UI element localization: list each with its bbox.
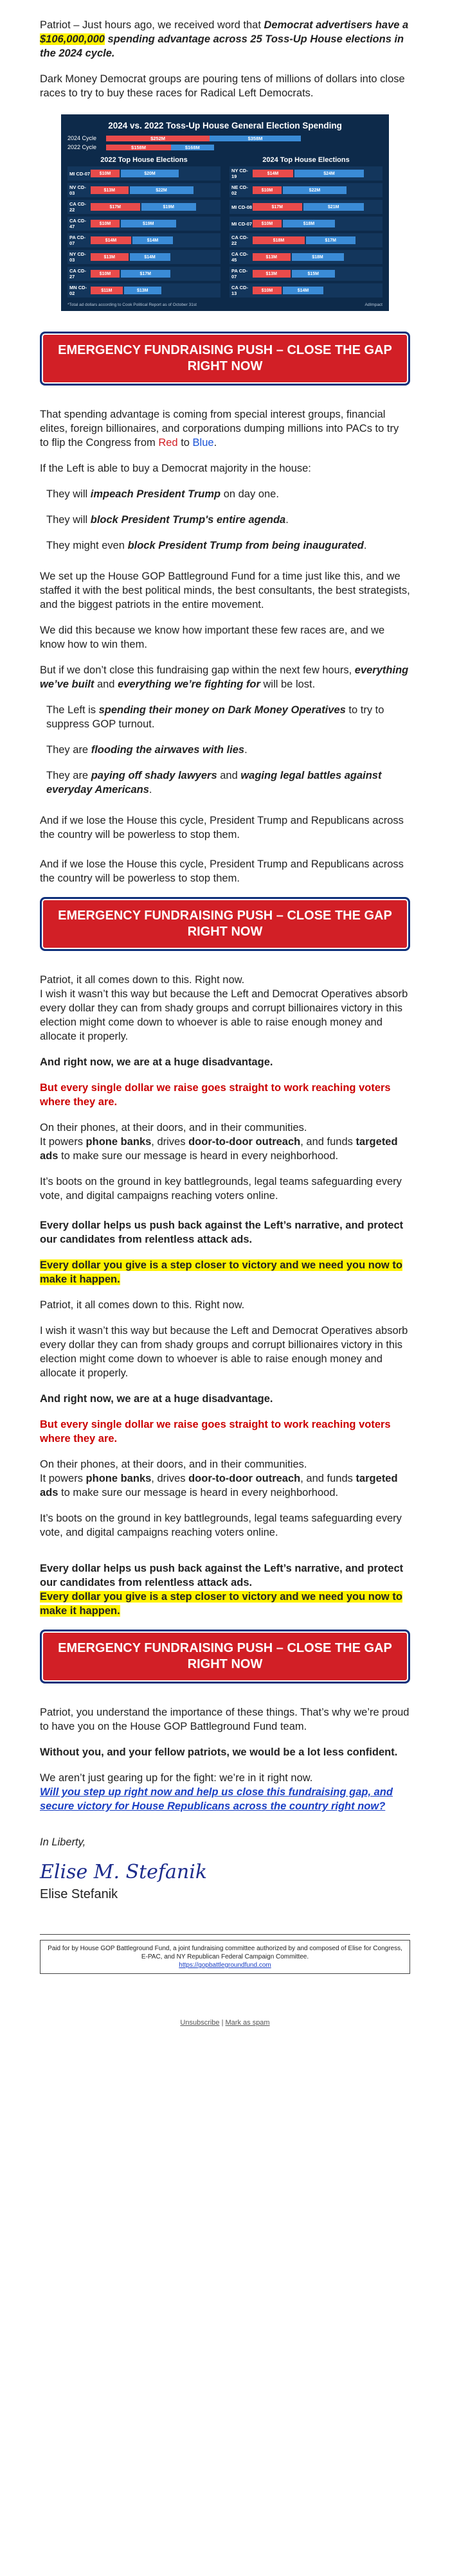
race-district: NY CD-19: [231, 168, 248, 179]
intro-text: Patriot – Just hours ago, we received word that: [40, 19, 264, 31]
cycle-label: 2024 Cycle: [68, 135, 97, 141]
blue-word: Blue: [192, 437, 214, 449]
race-rep-bar: $10M: [253, 220, 282, 227]
item-post: on day one.: [221, 488, 279, 500]
item-bold: block President Trump from being inaugurated: [127, 540, 364, 551]
left-tactics-list: [40, 703, 410, 797]
race-row: [230, 166, 382, 181]
disadvantage-text: And right now, we are at a huge disadvantage.: [40, 1056, 273, 1068]
item-post: .: [244, 744, 248, 756]
phones-line-2: On their phones, at their doors, and in their communities.: [40, 1459, 307, 1470]
right-race-column: [230, 156, 382, 300]
tactic-item: [46, 768, 410, 797]
race-row: [230, 250, 382, 264]
race-dem-bar: $18M: [283, 220, 335, 227]
disadvantage-text-2: And right now, we are at a huge disadvantage.: [40, 1393, 273, 1405]
if-left-paragraph: If the Left is able to buy a Democrat majority in the house:: [40, 463, 311, 474]
race-rep-bar: $10M: [91, 170, 120, 177]
comes-down-paragraph-2: Patriot, it all comes down to this. Right now.: [40, 1299, 245, 1311]
item-bold: spending their money on Dark Money Operatives: [98, 704, 346, 716]
cycle-rep-bar: $252M: [106, 136, 210, 141]
item-pre: The Left is: [46, 704, 99, 716]
item-post: .: [285, 514, 289, 526]
intro-paragraph: [40, 18, 410, 60]
race-row: [230, 283, 382, 298]
item-mid: and: [217, 770, 241, 781]
chart-title: 2024 vs. 2022 Toss-Up House General Election Spending: [108, 121, 342, 130]
race-dem-bar: $21M: [303, 203, 364, 211]
funds-text-2: , and funds: [300, 1473, 356, 1484]
gap-warning-paragraph: [40, 663, 410, 691]
highlighted-amount: $106,000,000: [40, 33, 105, 45]
race-district: NV CD-03: [69, 184, 86, 196]
race-dem-bar: $24M: [294, 170, 364, 177]
boots-paragraph-2: It’s boots on the ground in key battlegrounds, legal teams safeguarding every vote, and digital campaigns reaching voters online.: [40, 1513, 402, 1538]
targeted-ads: targeted ads: [40, 1136, 398, 1162]
item-post: to try to suppress GOP turnout.: [46, 704, 384, 730]
item-bold: paying off shady lawyers: [91, 770, 217, 781]
message-text-2: to make sure our message is heard in every neighborhood.: [58, 1487, 339, 1498]
battleground-setup-paragraph: We set up the House GOP Battleground Fund for a time just like this, and we staffed it with the best political minds, the best consultants, the best strategists, and the biggest patriots in the entire movement.: [40, 571, 410, 610]
race-district: CA CD-27: [69, 268, 86, 280]
race-rep-bar: $17M: [253, 203, 302, 211]
chart-brand: AdImpact: [364, 303, 382, 307]
race-district: NY CD-03: [69, 251, 86, 263]
tactic-item: [46, 743, 410, 757]
consequence-item: [46, 538, 410, 553]
phones-paragraph-1: [40, 1121, 410, 1163]
race-rep-bar: $13M: [253, 253, 291, 261]
item-post: .: [148, 784, 152, 795]
closing-text: In Liberty,: [40, 1836, 86, 1848]
without-you-paragraph: [40, 1745, 410, 1759]
race-row: [68, 183, 221, 197]
race-district: CA CD-13: [231, 285, 248, 296]
left-race-column: [68, 156, 221, 300]
cta-paragraph: [40, 1785, 410, 1813]
race-district: MI CD-07: [231, 220, 253, 227]
race-row: [68, 217, 221, 231]
race-dem-bar: $19M: [121, 220, 176, 227]
item-bold: block President Trump's entire agenda: [90, 514, 286, 526]
fundraising-banner-2[interactable]: EMERGENCY FUNDRAISING PUSH – CLOSE THE GAP RIGHT NOW: [40, 897, 410, 951]
lose-house-paragraph-2: And if we lose the House this cycle, President Trump and Republicans across the country will be powerless to stop them.: [40, 858, 404, 884]
yellow-text-2: Every dollar you give is a step closer to victory and we need you now to make it happen.: [40, 1591, 402, 1617]
race-district: CA CD-45: [231, 251, 248, 263]
race-row: [68, 233, 221, 247]
yellow-callout-2: [40, 1590, 410, 1618]
yellow-callout-1: [40, 1258, 410, 1286]
door-to-door-2: door-to-door outreach: [188, 1473, 301, 1484]
phones-paragraph-2: [40, 1457, 410, 1500]
yellow-text: Every dollar you give is a step closer to victory and we need you now to make it happen.: [40, 1259, 402, 1285]
paid-for-link[interactable]: https://gopbattlegroundfund.com: [179, 1962, 271, 1969]
closing-line: [40, 1835, 410, 1849]
race-row: [68, 283, 221, 298]
wish-paragraph-2: I wish it wasn’t this way but because the Left and Democrat Operatives absorb every dollar they can from shady groups and corrupt billionaires victory in this election might come down to whoever is able to raise enough money and allocate it properly.: [40, 1325, 408, 1379]
race-rep-bar: $17M: [91, 203, 140, 211]
phone-banks-2: phone banks: [86, 1473, 152, 1484]
disadvantage-paragraph-1: [40, 1055, 410, 1069]
race-dem-bar: $13M: [124, 287, 162, 294]
race-row: [230, 183, 382, 197]
footer-sep: |: [219, 2019, 226, 2027]
door-to-door: door-to-door outreach: [188, 1136, 301, 1148]
race-district: CA CD-47: [69, 218, 86, 229]
race-dem-bar: $15M: [292, 270, 336, 278]
understand-paragraph: Patriot, you understand the importance of these things. That’s why we’re proud to have you on the House GOP Battleground Fund team.: [40, 1707, 410, 1732]
gap-end: will be lost.: [260, 679, 316, 690]
race-rep-bar: $13M: [91, 253, 129, 261]
race-dem-bar: $17M: [306, 236, 356, 244]
race-district: MN CD-02: [69, 285, 87, 296]
cycle-label: 2022 Cycle: [68, 144, 97, 150]
spending-chart: [61, 114, 389, 311]
every-dollar-red-2: But every single dollar we raise goes straight to work reaching voters where they are.: [40, 1419, 391, 1444]
gap-bold-2: everything we’re fighting for: [118, 679, 260, 690]
every-dollar-bold-1: [40, 1218, 410, 1247]
race-dem-bar: $14M: [130, 253, 170, 261]
race-district: CA CD-22: [231, 235, 248, 246]
race-dem-bar: $17M: [121, 270, 170, 278]
race-dem-bar: $22M: [130, 186, 194, 194]
signer-name: Elise Stefanik: [40, 1887, 118, 1901]
race-district: CA CD-22: [69, 201, 86, 213]
boots-paragraph-1: It’s boots on the ground in key battlegrounds, legal teams safeguarding every vote, and digital campaigns reaching voters online.: [40, 1176, 402, 1202]
chart-footnote: *Total ad dollars according to Cook Political Report as of October 31st: [68, 303, 197, 307]
race-rep-bar: $14M: [91, 236, 131, 244]
paid-for-text: Paid for by House GOP Battleground Fund, a joint fundraising committee authorized by and composed of Elise for Congress, E-PAC, and NY Republican Federal Campaign Committee.: [48, 1945, 402, 1960]
race-district: PA CD-07: [231, 268, 248, 280]
signature-image: Elise M. Stefanik: [40, 1861, 208, 1883]
message-text: to make sure our message is heard in every neighborhood.: [58, 1150, 339, 1162]
every-dollar-red-1: But every single dollar we raise goes straight to work reaching voters where they are.: [40, 1082, 391, 1108]
powers-text: It powers: [40, 1136, 86, 1148]
race-district: MI CD-07: [69, 170, 91, 177]
consequence-list: [40, 487, 410, 553]
item-post: .: [363, 540, 367, 551]
unsubscribe-link[interactable]: Unsubscribe: [180, 2019, 220, 2027]
period: .: [213, 437, 217, 449]
item-pre: They are: [46, 744, 91, 756]
powers-text-2: It powers: [40, 1473, 86, 1484]
phones-line: On their phones, at their doors, and in their communities.: [40, 1122, 307, 1133]
race-dem-bar: $22M: [283, 186, 346, 194]
item-pre: They will: [46, 514, 91, 526]
race-rep-bar: $13M: [253, 270, 291, 278]
cycle-dem-bar: $168M: [171, 145, 214, 150]
phone-banks: phone banks: [86, 1136, 152, 1148]
left-column-heading: 2022 Top House Elections: [100, 156, 188, 164]
cycle-dem-bar: $358M: [210, 136, 301, 141]
we-did-paragraph: We did this because we know how important these few races are, and we know how to win them.: [40, 625, 385, 650]
cycle-rep-bar: $158M: [106, 145, 171, 150]
race-rep-bar: $10M: [91, 220, 120, 227]
every-dollar-text: Every dollar helps us push back against the Left’s narrative, and protect our candidates from relentless attack ads.: [40, 1220, 404, 1245]
targeted-ads-2: targeted ads: [40, 1473, 398, 1498]
every-dollar-bold-2: [40, 1561, 410, 1590]
race-dem-bar: $14M: [132, 236, 173, 244]
consequence-item: [46, 513, 410, 527]
race-row: [68, 267, 221, 281]
email-footer: [40, 2019, 410, 2032]
race-row: [230, 200, 382, 214]
intro-bold-end: spending advantage across 25 Toss-Up House elections in the 2024 cycle.: [40, 33, 404, 59]
gap-text: But if we don’t close this fundraising gap within the next few hours,: [40, 664, 355, 676]
race-dem-bar: $14M: [283, 287, 323, 294]
race-district: NE CD-02: [231, 184, 248, 196]
gearing-up-paragraph: We aren’t just gearing up for the fight: we’re in it right now.: [40, 1772, 313, 1784]
race-rep-bar: $14M: [253, 170, 293, 177]
without-you-text: Without you, and your fellow patriots, we would be a lot less confident.: [40, 1746, 398, 1758]
every-dollar-text-2: Every dollar helps us push back against the Left’s narrative, and protect our candidates from relentless attack ads.: [40, 1563, 404, 1588]
race-dem-bar: $18M: [292, 253, 344, 261]
item-pre: They are: [46, 770, 91, 781]
race-dem-bar: $20M: [121, 170, 179, 177]
fundraising-banner-1[interactable]: EMERGENCY FUNDRAISING PUSH – CLOSE THE GAP RIGHT NOW: [40, 332, 410, 386]
race-district: MI CD-08: [231, 204, 253, 210]
race-row: [230, 233, 382, 247]
race-row: [68, 200, 221, 214]
race-rep-bar: $10M: [253, 186, 282, 194]
comes-down-paragraph-1: Patriot, it all comes down to this. Right now.: [40, 974, 245, 986]
cycle-row: [68, 143, 382, 151]
consequence-item: [46, 487, 410, 501]
to-word: to: [177, 437, 193, 449]
signature-block: [40, 1861, 410, 1902]
drives-text: , drives: [151, 1136, 189, 1148]
item-pre: They will: [46, 488, 91, 500]
red-word: Red: [158, 437, 178, 449]
special-text: That spending advantage is coming from special interest groups, financial elites, foreign billionaires, and corporations dumping millions into PACs to try to flip the Congress from: [40, 409, 399, 449]
paid-for-disclaimer: [40, 1940, 410, 1974]
race-rep-bar: $10M: [91, 270, 120, 278]
funds-text: , and funds: [300, 1136, 356, 1148]
special-interest-paragraph: [40, 407, 410, 450]
donate-cta-link[interactable]: Will you step up right now and help us close this fundraising gap, and secure victory for House Republicans across the country right now?: [40, 1786, 393, 1812]
race-rep-bar: $10M: [253, 287, 282, 294]
mark-spam-link[interactable]: Mark as spam: [225, 2019, 270, 2027]
race-row: [230, 217, 382, 231]
lose-house-paragraph-1: And if we lose the House this cycle, President Trump and Republicans across the country will be powerless to stop them.: [40, 815, 404, 840]
fundraising-banner-3[interactable]: EMERGENCY FUNDRAISING PUSH – CLOSE THE GAP RIGHT NOW: [40, 1630, 410, 1683]
drives-text-2: , drives: [151, 1473, 189, 1484]
footer-divider: [40, 1934, 410, 1935]
cycle-comparison: [68, 134, 382, 151]
race-row: [68, 166, 221, 181]
wish-paragraph-1: I wish it wasn’t this way but because the Left and Democrat Operatives absorb every dollar they can from shady groups and corrupt billionaires victory in this election might come down to whoever is able to raise enough money and allocate it properly.: [40, 988, 408, 1042]
right-column-heading: 2024 Top House Elections: [262, 156, 350, 164]
item-bold-2: waging legal battles against everyday Americans: [46, 770, 382, 795]
item-bold: impeach President Trump: [90, 488, 221, 500]
race-row: [230, 267, 382, 281]
race-rep-bar: $13M: [91, 186, 129, 194]
email-body: [0, 18, 450, 2032]
gap-bold-1: everything we’ve built: [40, 664, 409, 690]
item-bold: flooding the airwaves with lies: [91, 744, 245, 756]
dark-money-paragraph: Dark Money Democrat groups are pouring tens of millions of dollars into close races to try to buy these races for Radical Left Democrats.: [40, 73, 405, 99]
cycle-row: [68, 134, 382, 142]
race-dem-bar: $19M: [141, 203, 197, 211]
race-rep-bar: $18M: [253, 236, 305, 244]
item-pre: They might even: [46, 540, 128, 551]
intro-bold: Democrat advertisers have a: [264, 19, 409, 31]
gap-mid: and: [94, 679, 118, 690]
race-district: PA CD-07: [69, 235, 86, 246]
race-row: [68, 250, 221, 264]
race-rep-bar: $11M: [91, 287, 123, 294]
tactic-item: [46, 703, 410, 731]
disadvantage-paragraph-2: [40, 1392, 410, 1406]
